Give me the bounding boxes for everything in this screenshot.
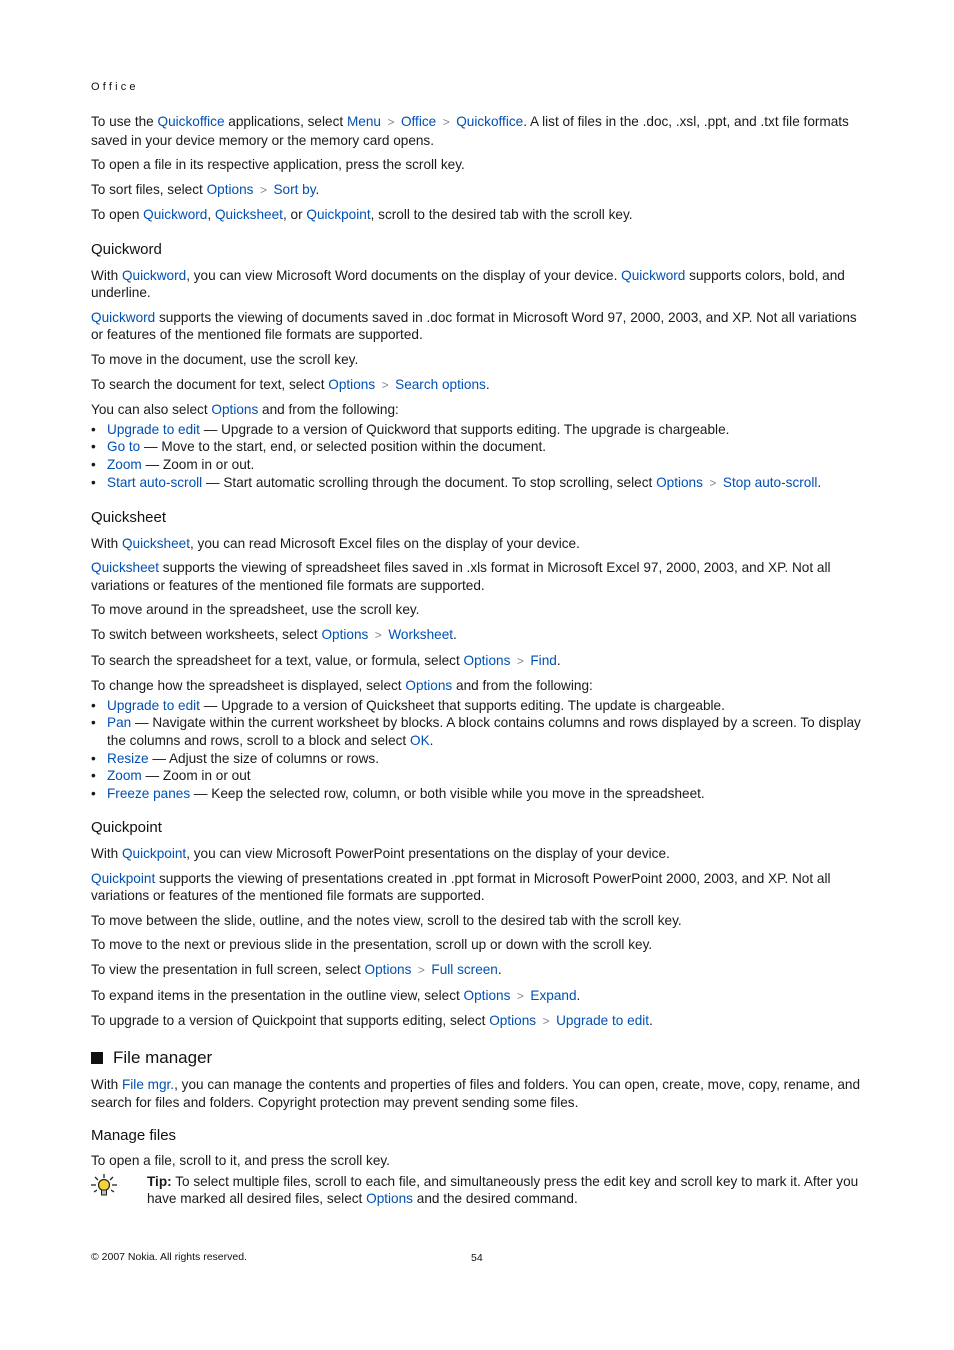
link-quickoffice[interactable]: Quickoffice: [157, 114, 225, 129]
text: With: [91, 535, 122, 551]
text: .: [649, 1013, 653, 1029]
link-options[interactable]: Options: [211, 402, 259, 418]
text: — Adjust the size of columns or rows.: [148, 750, 379, 766]
text: .: [497, 961, 502, 977]
quickpoint-paragraph-3: To move between the slide, outline, and the notes view, scroll to the desired tab with the scroll key.: [91, 912, 682, 928]
link-quickpoint[interactable]: Quickpoint: [306, 207, 371, 223]
text: .: [485, 376, 490, 392]
text: supports the viewing of spreadsheet files saved in .xls format in Microsoft Excel 97, 2000, 2003, and XP. Not all variations or features of the mentioned file formats are supported.: [91, 560, 831, 593]
link-zoom[interactable]: Zoom: [107, 456, 142, 472]
quickword-options-list: [91, 421, 866, 492]
text: supports the viewing of presentations created in .ppt format in Microsoft PowerPoint 2000, 2003, and XP. Not all variations or features of the mentioned file formats are supported.: [91, 870, 831, 904]
heading-text: File manager: [113, 1047, 213, 1067]
link-options[interactable]: Options: [206, 181, 254, 197]
chevron-right-icon: >: [516, 653, 524, 668]
text: — Upgrade to a version of Quicksheet that supports editing. The update is chargeable.: [199, 697, 725, 713]
link-pan[interactable]: Pan: [107, 715, 132, 731]
quickword-paragraph-2: [91, 309, 866, 344]
link-menu[interactable]: Menu: [346, 114, 381, 129]
list-item: [91, 456, 866, 474]
link-options[interactable]: Options: [321, 627, 369, 643]
link-zoom[interactable]: Zoom: [107, 768, 142, 784]
quicksheet-paragraph-5: [91, 652, 866, 671]
text: applications, select: [224, 114, 347, 129]
text: and from the following:: [258, 402, 399, 418]
text: , or: [282, 207, 307, 223]
text: To open: [91, 207, 144, 223]
text: — Zoom in or out: [141, 768, 251, 784]
text: To select multiple files, scroll to each file, and simultaneously press the edit key and scroll key to mark it. After you have marked all desired files, select: [147, 1173, 859, 1207]
text: To sort files, select: [91, 181, 207, 197]
link-upgrade-to-edit[interactable]: Upgrade to edit: [107, 697, 200, 713]
quickpoint-paragraph-5: [91, 961, 866, 980]
list-item: [91, 474, 866, 493]
link-quickword[interactable]: Quickword: [91, 309, 156, 325]
text: With: [91, 846, 122, 861]
link-upgrade-to-edit[interactable]: Upgrade to edit: [107, 421, 200, 437]
chevron-right-icon: >: [442, 115, 450, 129]
link-options[interactable]: Options: [364, 961, 412, 977]
text: , you can read Microsoft Excel files on the display of your device.: [189, 535, 580, 551]
link-resize[interactable]: Resize: [107, 750, 149, 766]
quickpoint-paragraph-2: [91, 870, 866, 905]
chevron-right-icon: >: [417, 962, 425, 977]
page-number: 54: [471, 1252, 483, 1264]
link-full-screen[interactable]: Full screen: [431, 961, 498, 977]
quickword-paragraph-1: [91, 267, 866, 302]
running-header: Office: [91, 81, 139, 93]
text: — Zoom in or out.: [141, 456, 255, 472]
link-quicksheet[interactable]: Quicksheet: [214, 207, 283, 223]
link-stop-auto-scroll[interactable]: Stop auto-scroll: [722, 474, 818, 490]
text: .: [315, 181, 320, 197]
text: To upgrade to a version of Quickpoint that supports editing, select: [91, 1013, 490, 1029]
text: . A list of files in the .doc, .xsl, .ppt, and .txt file formats saved in your device memory or the memory card opens.: [91, 114, 849, 148]
tip-text: [147, 1173, 866, 1208]
link-quickpoint[interactable]: Quickpoint: [91, 870, 156, 886]
link-ok[interactable]: OK: [410, 733, 430, 749]
quickpoint-paragraph-1: [91, 845, 866, 863]
link-go-to[interactable]: Go to: [107, 439, 141, 455]
link-quickoffice-2[interactable]: Quickoffice: [456, 114, 524, 129]
chevron-right-icon: >: [516, 988, 524, 1003]
text: — Move to the start, end, or selected position within the document.: [140, 439, 547, 455]
list-item: [91, 785, 866, 803]
quicksheet-options-list: [91, 697, 866, 803]
text: With: [91, 1077, 122, 1093]
text: To search the document for text, select: [91, 376, 329, 392]
quicksheet-paragraph-4: [91, 626, 866, 645]
link-options[interactable]: Options: [463, 987, 511, 1003]
file-manager-paragraph-2: To open a file, scroll to it, and press the scroll key.: [91, 1153, 390, 1169]
text: and the desired command.: [412, 1191, 578, 1207]
text: To switch between worksheets, select: [91, 627, 322, 643]
link-quicksheet[interactable]: Quicksheet: [121, 535, 190, 551]
link-sort-by[interactable]: Sort by: [273, 181, 316, 197]
list-item: [91, 767, 866, 785]
quicksheet-paragraph-2: [91, 559, 866, 594]
text: To expand items in the presentation in the outline view, select: [91, 987, 464, 1003]
link-office[interactable]: Office: [400, 114, 437, 129]
link-options[interactable]: Options: [328, 376, 376, 392]
tip-block: [91, 1173, 866, 1208]
text: , you can manage the contents and properties of files and folders. You can open, create, move, copy, rename, and search for files and folders. Copyright protection may prevent sending some files.: [91, 1077, 861, 1110]
document-body: [91, 113, 866, 1208]
link-upgrade-to-edit[interactable]: Upgrade to edit: [556, 1013, 650, 1029]
section-heading-manage-files: Manage files: [91, 1126, 177, 1144]
link-options[interactable]: Options: [463, 652, 511, 668]
list-item: [91, 714, 866, 749]
chevron-right-icon: >: [259, 182, 267, 197]
link-worksheet[interactable]: Worksheet: [388, 627, 454, 643]
text: .: [453, 627, 457, 643]
section-heading-quickword: Quickword: [91, 240, 162, 258]
quicksheet-paragraph-3: To move around in the spreadsheet, use the scroll key.: [91, 602, 420, 618]
link-options[interactable]: Options: [489, 1013, 537, 1029]
text: .: [556, 652, 561, 668]
link-start-auto-scroll[interactable]: Start auto-scroll: [107, 474, 203, 490]
quickpoint-paragraph-7: [91, 1012, 866, 1031]
text: — Upgrade to a version of Quickword that supports editing. The upgrade is chargeable.: [199, 421, 730, 437]
intro-paragraph-3: [91, 181, 866, 200]
text: — Keep the selected row, column, or both visible while you move in the spreadsheet.: [190, 785, 705, 801]
text: .: [576, 987, 581, 1003]
chevron-right-icon: >: [709, 475, 717, 490]
text: ,: [207, 207, 215, 223]
quickword-paragraph-3: To move in the document, use the scroll key.: [91, 351, 359, 367]
quickpoint-paragraph-4: To move to the next or previous slide in the presentation, scroll up or down with the scroll key.: [91, 937, 653, 953]
link-find[interactable]: Find: [530, 652, 557, 668]
text: With: [91, 267, 122, 283]
list-item: [91, 438, 866, 456]
link-options[interactable]: Options: [366, 1191, 413, 1207]
link-options[interactable]: Options: [656, 474, 703, 490]
text: supports colors, bold, and underline.: [91, 267, 845, 301]
chevron-right-icon: >: [374, 628, 382, 643]
link-file-mgr[interactable]: File mgr.: [121, 1077, 175, 1093]
text: To change how the spreadsheet is displayed, select: [91, 678, 406, 694]
file-manager-paragraph-1: [91, 1076, 866, 1111]
section-heading-quickpoint: Quickpoint: [91, 819, 162, 837]
text: To view the presentation in full screen, select: [91, 961, 365, 977]
list-item: [91, 697, 866, 715]
lightbulb-icon: [91, 1173, 147, 1208]
text: .: [817, 474, 822, 490]
intro-paragraph-4: [91, 206, 866, 224]
link-quickpoint[interactable]: Quickpoint: [121, 846, 187, 861]
tip-label: Tip:: [147, 1173, 172, 1189]
footer-copyright: © 2007 Nokia. All rights reserved.: [91, 1251, 247, 1263]
text: , you can view Microsoft PowerPoint presentations on the display of your device.: [186, 846, 670, 861]
quickword-paragraph-4: [91, 376, 866, 395]
text: To search the spreadsheet for a text, value, or formula, select: [91, 652, 464, 668]
text: To use the: [91, 114, 158, 129]
link-quickword[interactable]: Quickword: [143, 207, 208, 223]
square-bullet-icon: [91, 1052, 103, 1064]
quicksheet-paragraph-6: [91, 677, 866, 695]
quicksheet-paragraph-1: [91, 535, 866, 553]
link-expand[interactable]: Expand: [530, 987, 577, 1003]
list-item: [91, 750, 866, 768]
link-freeze-panes[interactable]: Freeze panes: [107, 785, 191, 801]
chevron-right-icon: >: [542, 1014, 550, 1029]
text: , scroll to the desired tab with the scroll key.: [370, 207, 633, 223]
chevron-right-icon: >: [381, 377, 389, 392]
list-item: [91, 421, 866, 439]
text: — Start automatic scrolling through the document. To stop scrolling, select: [202, 474, 657, 490]
quickword-paragraph-5: [91, 401, 866, 419]
section-heading-quicksheet: Quicksheet: [91, 509, 167, 527]
text: — Navigate within the current worksheet by blocks. A block contains columns and rows displayed by a screen. To display the columns and rows, scroll to a block and select: [107, 715, 861, 749]
text: supports the viewing of documents saved in .doc format in Microsoft Word 97, 2000, 2003, and XP. Not all variations or features of the mentioned file formats are supported.: [91, 309, 857, 343]
link-quicksheet[interactable]: Quicksheet: [91, 560, 160, 576]
intro-paragraph-2: To open a file in its respective application, press the scroll key.: [91, 157, 465, 173]
quickpoint-paragraph-6: [91, 987, 866, 1006]
text: .: [429, 733, 434, 749]
link-search-options[interactable]: Search options: [395, 376, 486, 392]
intro-paragraph-1: [91, 113, 866, 149]
text: and from the following:: [452, 678, 593, 694]
link-quickword[interactable]: Quickword: [621, 267, 686, 283]
section-heading-file-manager: [91, 1049, 866, 1067]
text: You can also select: [91, 402, 212, 418]
link-quickword[interactable]: Quickword: [121, 267, 187, 283]
link-options[interactable]: Options: [405, 678, 453, 694]
chevron-right-icon: >: [387, 115, 395, 129]
text: , you can view Microsoft Word documents on the display of your device.: [186, 267, 622, 283]
